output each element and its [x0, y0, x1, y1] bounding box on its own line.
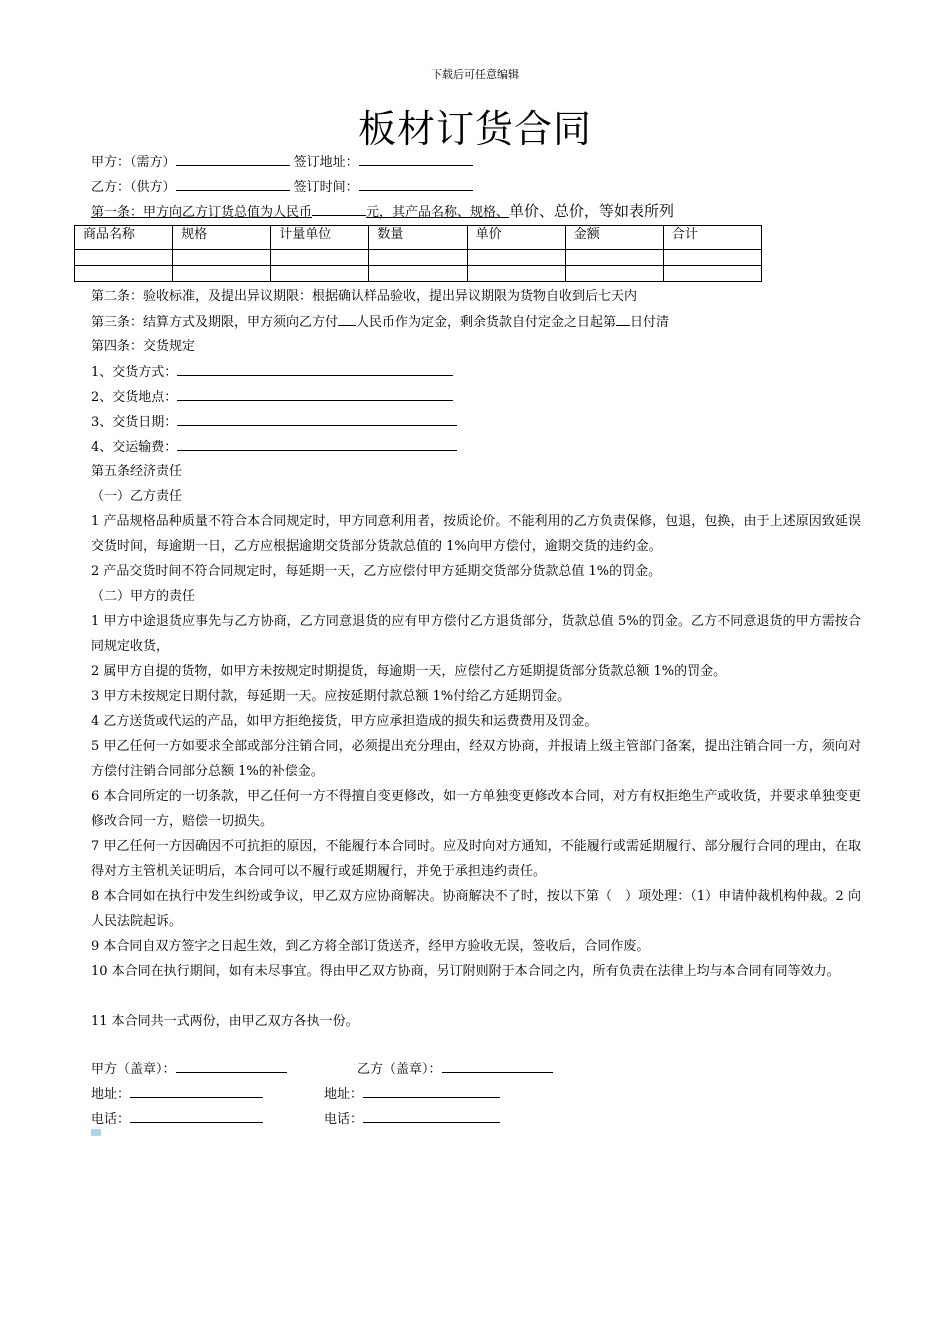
- party-a-blank[interactable]: [176, 152, 290, 166]
- table-cell[interactable]: [271, 266, 369, 282]
- article-1-amount-blank[interactable]: [312, 202, 366, 216]
- party-a-seal-blank[interactable]: [176, 1059, 287, 1073]
- section-2-item: 11 本合同共一式两份，由甲乙双方各执一份。: [91, 1014, 359, 1029]
- sign-place-label: 签订地址：: [293, 155, 359, 170]
- table-cell[interactable]: [75, 266, 173, 282]
- article-5-title: 第五条经济责任: [91, 464, 183, 479]
- party-a-seal-label: 甲方（盖章）：: [91, 1062, 176, 1077]
- party-b-seal-blank[interactable]: [442, 1059, 553, 1073]
- party-a-phone-label: 电话：: [91, 1112, 131, 1127]
- party-b-address-row: [324, 1084, 500, 1104]
- article-2: 第二条：验收标准，及提出异议期限：根据确认样品验收，提出异议期限为货物自收到后七天内: [91, 289, 638, 304]
- party-b-phone-row: [324, 1109, 500, 1129]
- table-cell[interactable]: [663, 266, 761, 282]
- delivery-date-label: 3、交货日期：: [91, 415, 178, 430]
- freight-blank[interactable]: [177, 437, 457, 451]
- article-3-part-2: 人民币作为定金，剩余货款自付定金之日起第: [356, 315, 617, 330]
- table-header-cell: 商品名称: [75, 226, 173, 250]
- delivery-place-label: 2、交货地点：: [91, 390, 178, 405]
- table-header-cell: 计量单位: [271, 226, 369, 250]
- article-1: [91, 202, 674, 222]
- party-a-address-blank[interactable]: [130, 1084, 263, 1098]
- goods-table: [74, 225, 762, 282]
- table-cell[interactable]: [75, 250, 173, 266]
- section-2-item: 9 本合同自双方签字之日起生效，到乙方将全部订货送齐，经甲方验收无误，签收后，合同作废。: [91, 939, 650, 954]
- section-1-title: （一）乙方责任: [91, 489, 183, 504]
- delivery-date-blank[interactable]: [177, 412, 457, 426]
- article-3-part-1: 第三条：结算方式及期限，甲方须向乙方付: [91, 315, 339, 330]
- article-3-part-3: 日付清: [630, 315, 670, 330]
- table-cell[interactable]: [271, 250, 369, 266]
- party-b-phone-blank[interactable]: [363, 1109, 500, 1123]
- table-row: [75, 250, 762, 266]
- table-cell[interactable]: [173, 250, 271, 266]
- section-2-item: 5 甲乙任何一方如要求全部或部分注销合同，必须提出充分理由，经双方协商，并报请上级主管部门备案，提出注销合同一方，须向对方偿付注销合同部分总额 1%的补偿金。: [91, 739, 861, 779]
- party-b-phone-label: 电话：: [324, 1112, 364, 1127]
- delivery-place-row: [91, 387, 453, 407]
- delivery-place-blank[interactable]: [177, 387, 453, 401]
- table-cell[interactable]: [467, 250, 565, 266]
- table-cell[interactable]: [565, 266, 663, 282]
- table-header-cell: 金额: [565, 226, 663, 250]
- sign-time-label: 签订时间：: [293, 180, 359, 195]
- table-cell[interactable]: [565, 250, 663, 266]
- table-row: [75, 266, 762, 282]
- article-1-middle: 元，其产品名称、规格、: [366, 205, 510, 220]
- article-1-prefix: 第一条：甲方向乙方订货总值为人民币: [91, 205, 313, 220]
- section-2-item: 2 属甲方自提的货物，如甲方未按规定时期提货，每逾期一天，应偿付乙方延期提货部分货款总额 1%的罚金。: [91, 664, 727, 679]
- freight-row: [91, 437, 457, 457]
- party-b-row: [91, 177, 473, 197]
- delivery-method-blank[interactable]: [177, 362, 453, 376]
- table-header-cell: 合计: [663, 226, 761, 250]
- table-header-cell: 规格: [173, 226, 271, 250]
- party-b-address-blank[interactable]: [363, 1084, 500, 1098]
- table-cell[interactable]: [173, 266, 271, 282]
- section-2-item: 4 乙方送货或代运的产品，如甲方拒绝接货，甲方应承担造成的损失和运费费用及罚金。: [91, 714, 598, 729]
- sign-time-blank[interactable]: [359, 177, 473, 191]
- party-b-label: 乙方：（供方）: [91, 180, 176, 195]
- section-2-title: （二）甲方的责任: [91, 589, 196, 604]
- delivery-date-row: [91, 412, 457, 432]
- party-a-address-label: 地址：: [91, 1087, 131, 1102]
- freight-label: 4、交运输费：: [91, 440, 178, 455]
- party-b-seal-label: 乙方（盖章）：: [357, 1062, 442, 1077]
- party-a-phone-blank[interactable]: [130, 1109, 263, 1123]
- party-b-address-label: 地址：: [324, 1087, 364, 1102]
- section-2-item: 10 本合同在执行期间，如有未尽事宜。得由甲乙双方协商，另订附则附于本合同之内，所有负责在法律上均与本合同有同等效力。: [91, 964, 840, 979]
- section-2-item: 1 甲方中途退货应事先与乙方协商，乙方同意退货的应有甲方偿付乙方退货部分，货款总值 5%的罚金。乙方不同意退货的甲方需按合同规定收货，: [91, 614, 861, 654]
- section-2-item: 6 本合同所定的一切条款，甲乙任何一方不得擅自变更修改，如一方单独变更修改本合同，对方有权拒绝生产或收货，并要求单独变更修改合同一方，赔偿一切损失。: [91, 789, 861, 829]
- section-2-item: 8 本合同如在执行中发生纠纷或争议，甲乙双方应协商解决。协商解决不了时，按以下第（ ）项处理：（1）申请仲裁机构仲裁。2 向人民法院起诉。: [91, 889, 861, 929]
- document-title: 板材订货合同: [357, 107, 592, 151]
- article-1-suffix: 单价、总价，等如表所列: [509, 202, 675, 220]
- party-a-seal-row: [91, 1059, 287, 1079]
- section-1-item: 2 产品交货时间不符合同规定时，每延期一天，乙方应偿付甲方延期交货部分货款总值 1%的罚金。: [91, 564, 662, 579]
- party-a-label: 甲方：（需方）: [91, 155, 176, 170]
- party-b-seal-row: [357, 1059, 553, 1079]
- delivery-method-label: 1、交货方式：: [91, 365, 178, 380]
- text-cursor-marker: [91, 1129, 101, 1136]
- days-blank[interactable]: [616, 312, 630, 326]
- table-header-row: [75, 226, 762, 250]
- party-a-address-row: [91, 1084, 263, 1104]
- sign-place-blank[interactable]: [359, 152, 473, 166]
- table-cell[interactable]: [663, 250, 761, 266]
- section-1-item: 1 产品规格品种质量不符合本合同规定时，甲方同意利用者，按质论价。不能利用的乙方负责保修，包退，包换，由于上述原因致延误交货时间，每逾期一日，乙方应根据逾期交货部分货款总值的 1%向甲方偿付，逾期交货的违约金。: [91, 514, 861, 554]
- article-4-title: 第四条：交货规定: [91, 339, 196, 354]
- table-header-cell: 单价: [467, 226, 565, 250]
- delivery-method-row: [91, 362, 453, 382]
- party-a-phone-row: [91, 1109, 263, 1129]
- section-2-item: 3 甲方未按规定日期付款，每延期一天。应按延期付款总额 1%付给乙方延期罚金。: [91, 689, 571, 704]
- table-header-cell: 数量: [369, 226, 467, 250]
- header-note: 下载后可任意编辑: [431, 68, 519, 81]
- party-a-row: [91, 152, 473, 172]
- section-2-item: 7 甲乙任何一方因确因不可抗拒的原因，不能履行本合同时。应及时向对方通知，不能履行或需延期履行、部分履行合同的理由，在取得对方主管机关证明后，本合同可以不履行或延期履行，并免于承担违约责任。: [91, 839, 861, 879]
- article-3: [91, 312, 669, 332]
- deposit-blank[interactable]: [338, 312, 356, 326]
- table-cell[interactable]: [369, 250, 467, 266]
- table-cell[interactable]: [467, 266, 565, 282]
- table-cell[interactable]: [369, 266, 467, 282]
- party-b-blank[interactable]: [176, 177, 290, 191]
